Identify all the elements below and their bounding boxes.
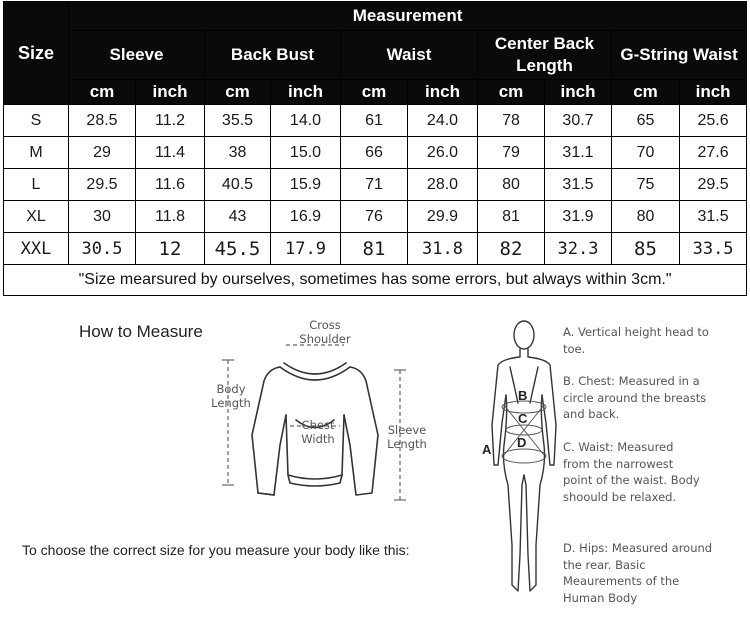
legend-b: B. Chest: Measured in a circle around the breasts and back.: [563, 374, 707, 421]
table-cell: 31.5: [545, 169, 612, 201]
table-cell: 31.5: [680, 201, 747, 233]
label-a: A: [482, 442, 492, 457]
body-figure: [478, 315, 570, 607]
table-row: [4, 169, 747, 201]
group-header: G-String Waist: [612, 31, 747, 80]
unit-cm-header: cm: [341, 80, 408, 105]
size-cell: L: [4, 169, 69, 201]
table-cell: 15.0: [271, 137, 341, 169]
group-header: Waist: [341, 31, 478, 80]
table-cell: 31.8: [408, 233, 478, 265]
table-cell: 29.5: [69, 169, 136, 201]
instruction-text: To choose the correct size for you measure your body like this:: [22, 542, 410, 558]
table-row: [4, 137, 747, 169]
table-cell: 81: [341, 233, 408, 265]
legend-c: C. Waist: Measured from the narrowest point of the waist. Body shoould be relaxed.: [563, 440, 700, 504]
table-cell: 25.6: [680, 105, 747, 137]
table-cell: 29: [69, 137, 136, 169]
unit-inch-header: inch: [136, 80, 205, 105]
sleeve-length-label: Sleeve Length: [387, 423, 427, 451]
group-header: Sleeve: [69, 31, 205, 80]
cross-shoulder-label: Cross Shoulder: [299, 318, 351, 346]
table-cell: 29.9: [408, 201, 478, 233]
label-d: D: [517, 435, 527, 450]
table-cell: 85: [612, 233, 680, 265]
table-cell: 71: [341, 169, 408, 201]
unit-inch-header: inch: [680, 80, 747, 105]
table-cell: 30.7: [545, 105, 612, 137]
table-cell: 27.6: [680, 137, 747, 169]
table-cell: 28.0: [408, 169, 478, 201]
table-cell: 35.5: [205, 105, 271, 137]
table-cell: 81: [478, 201, 545, 233]
table-cell: 31.9: [545, 201, 612, 233]
size-note: "Size mearsured by ourselves, sometimes has some errors, but always within 3cm.": [4, 265, 747, 296]
table-cell: 75: [612, 169, 680, 201]
measure-guide: [0, 300, 750, 619]
legend-d: D. Hips: Measured around the rear. Basic Meaurements of the Human Body: [563, 541, 713, 605]
unit-inch-header: inch: [545, 80, 612, 105]
table-cell: 43: [205, 201, 271, 233]
table-cell: 17.9: [271, 233, 341, 265]
table-cell: 80: [612, 201, 680, 233]
table-cell: 12: [136, 233, 205, 265]
table-cell: 79: [478, 137, 545, 169]
size-cell: XXL: [4, 233, 69, 265]
unit-cm-header: cm: [478, 80, 545, 105]
group-header: Back Bust: [205, 31, 341, 80]
table-cell: 80: [478, 169, 545, 201]
table-row: [4, 105, 747, 137]
table-cell: 78: [478, 105, 545, 137]
table-cell: 14.0: [271, 105, 341, 137]
table-cell: 30: [69, 201, 136, 233]
table-cell: 82: [478, 233, 545, 265]
table-cell: 33.5: [680, 233, 747, 265]
table-cell: 16.9: [271, 201, 341, 233]
table-cell: 11.4: [136, 137, 205, 169]
measurement-header: Measurement: [69, 2, 747, 31]
table-cell: 66: [341, 137, 408, 169]
table-cell: 11.2: [136, 105, 205, 137]
table-row: [4, 233, 747, 265]
table-cell: 11.6: [136, 169, 205, 201]
size-table: [3, 1, 747, 296]
table-cell: 30.5: [69, 233, 136, 265]
size-chart: [3, 1, 747, 296]
table-cell: 40.5: [205, 169, 271, 201]
table-cell: 38: [205, 137, 271, 169]
unit-inch-header: inch: [408, 80, 478, 105]
label-b: B: [518, 388, 528, 403]
table-cell: 11.8: [136, 201, 205, 233]
how-to-measure-title: How to Measure: [79, 322, 203, 341]
table-cell: 76: [341, 201, 408, 233]
table-row: [4, 201, 747, 233]
unit-inch-header: inch: [271, 80, 341, 105]
table-cell: 28.5: [69, 105, 136, 137]
legend-a: A. Vertical height head to toe.: [563, 325, 709, 356]
table-cell: 70: [612, 137, 680, 169]
table-cell: 26.0: [408, 137, 478, 169]
body-length-label: Body Length: [211, 382, 251, 410]
label-c: C: [518, 411, 528, 426]
chest-width-label: Chest Width: [301, 418, 335, 446]
table-cell: 24.0: [408, 105, 478, 137]
table-cell: 45.5: [205, 233, 271, 265]
table-cell: 15.9: [271, 169, 341, 201]
table-cell: 61: [341, 105, 408, 137]
unit-cm-header: cm: [612, 80, 680, 105]
size-header: Size: [4, 2, 69, 105]
table-cell: 29.5: [680, 169, 747, 201]
size-cell: XL: [4, 201, 69, 233]
size-cell: M: [4, 137, 69, 169]
group-header: Center Back Length: [478, 31, 612, 80]
unit-cm-header: cm: [69, 80, 136, 105]
table-cell: 32.3: [545, 233, 612, 265]
table-cell: 31.1: [545, 137, 612, 169]
size-cell: S: [4, 105, 69, 137]
table-cell: 65: [612, 105, 680, 137]
unit-cm-header: cm: [205, 80, 271, 105]
